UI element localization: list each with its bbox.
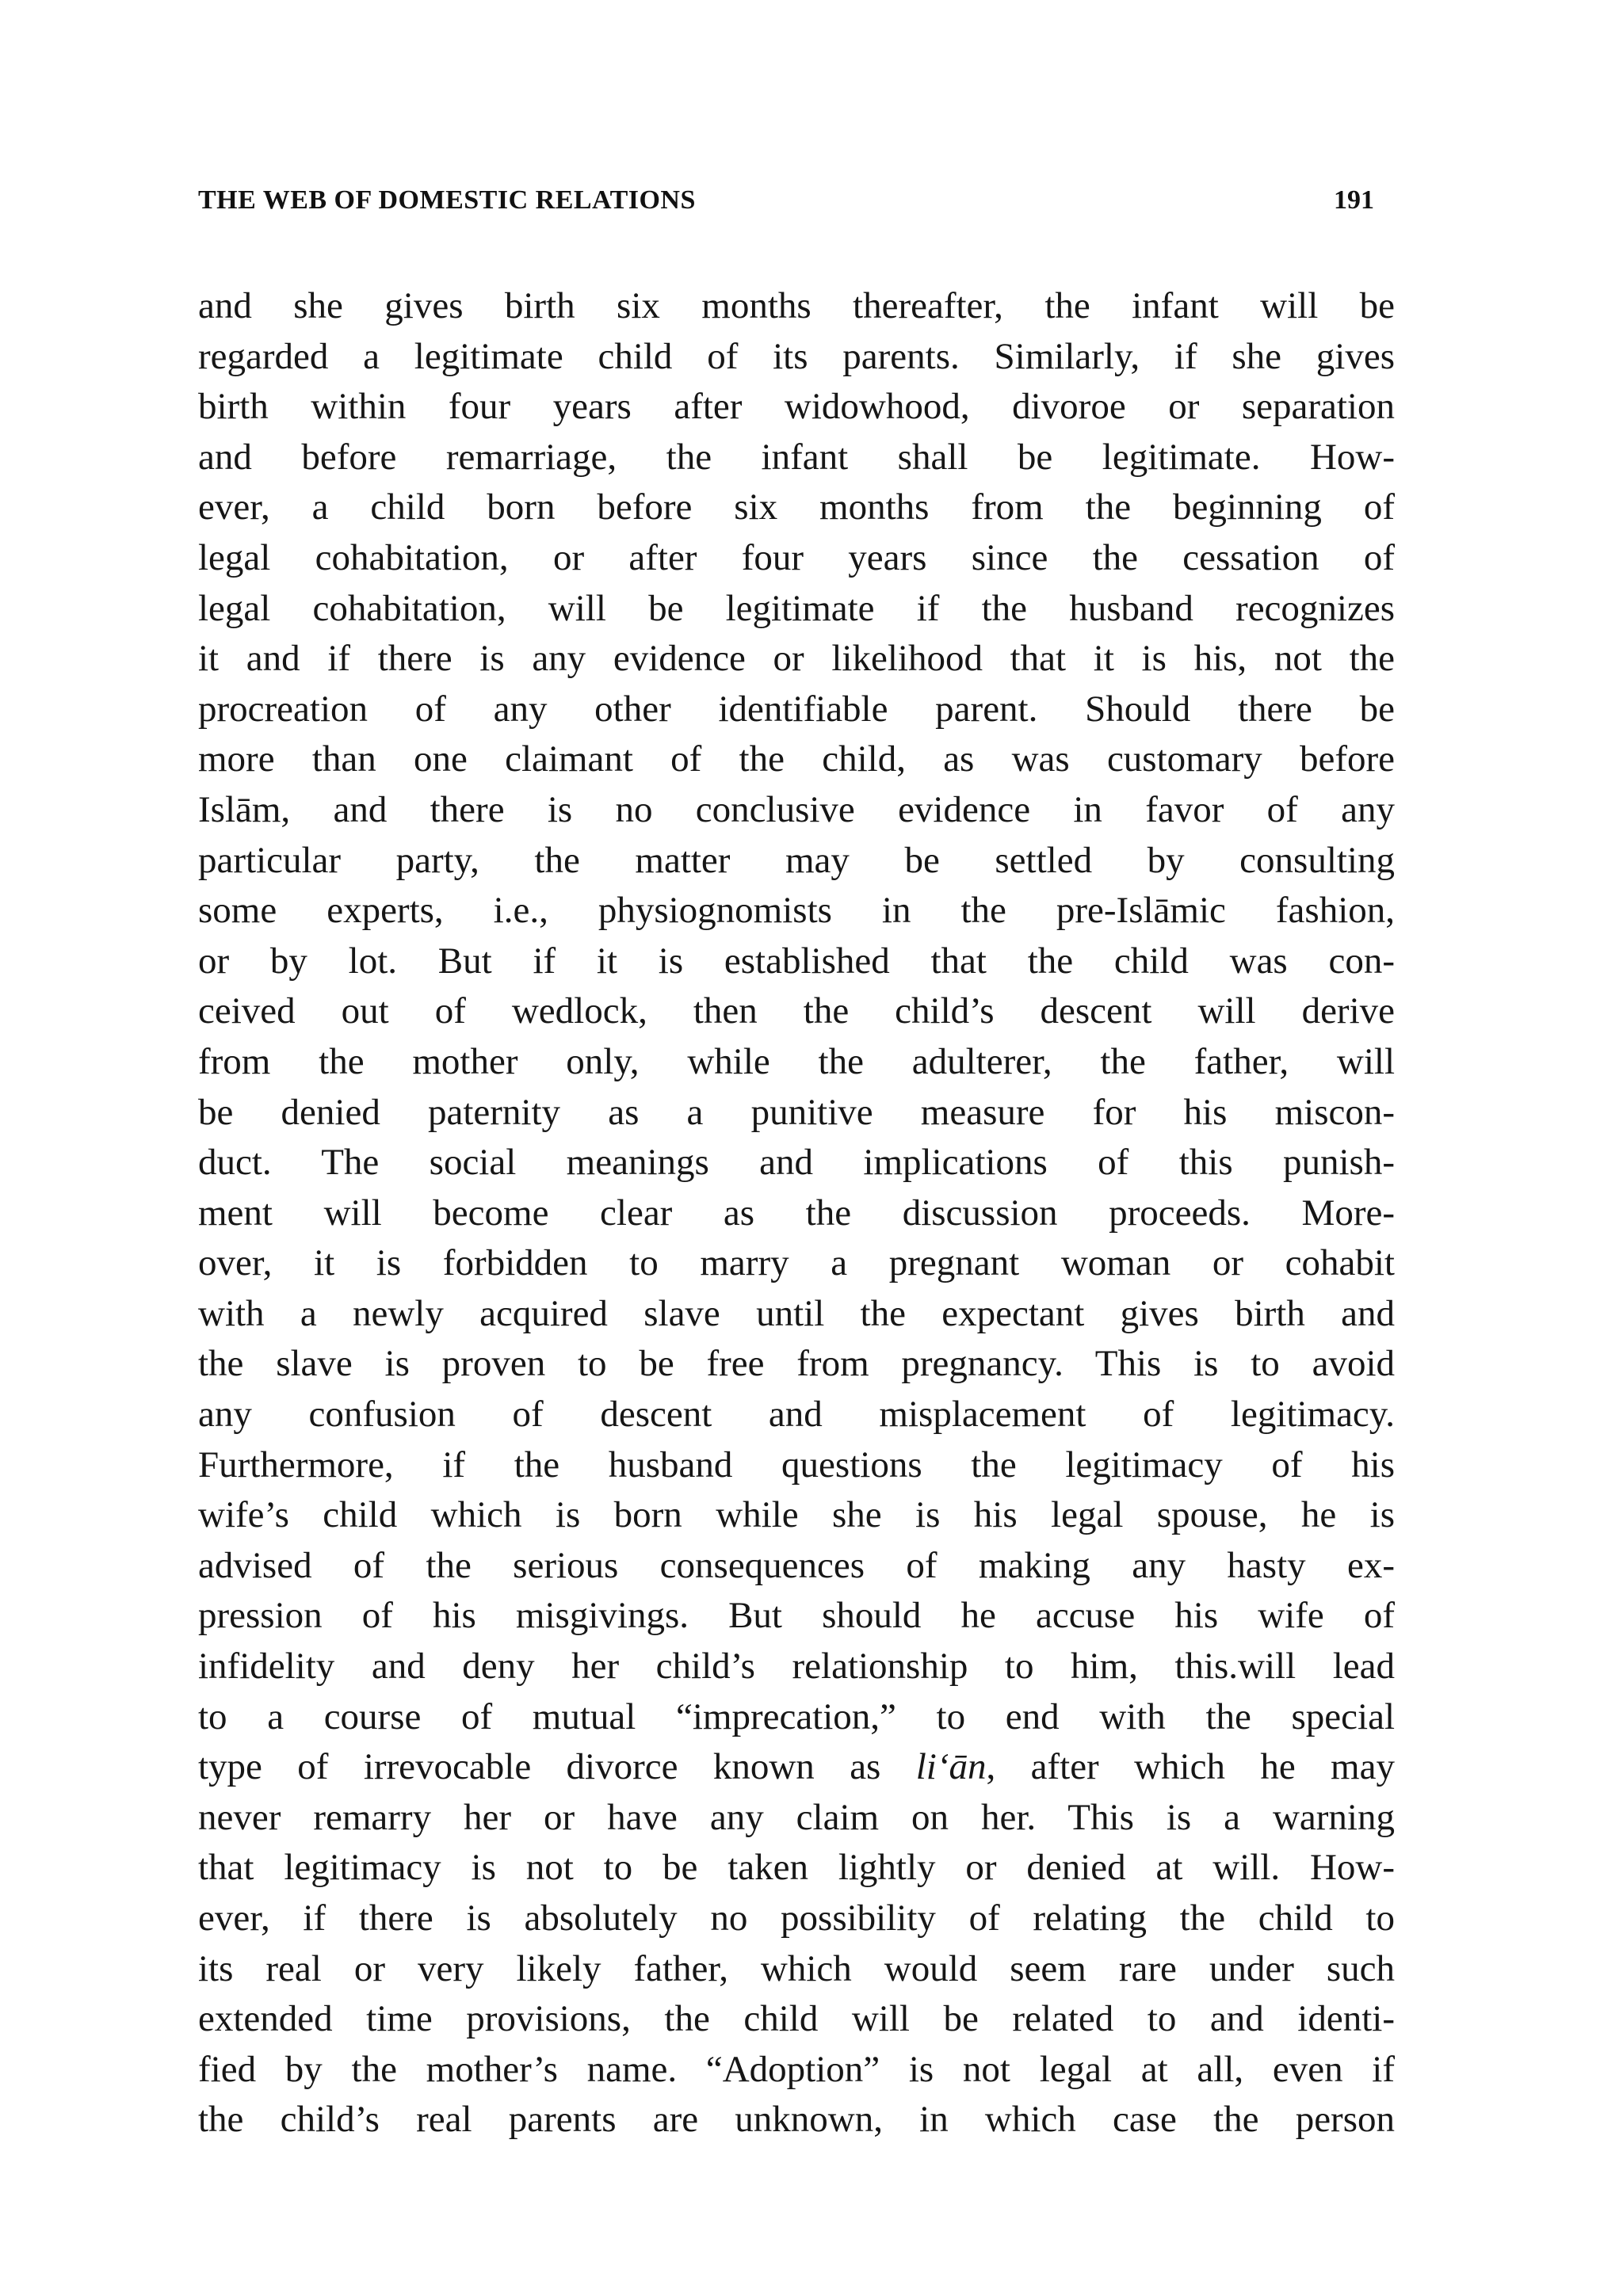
- body-text: [198, 281, 1395, 2145]
- text-line: particular party, the matter may be settled by consulting: [198, 839, 1395, 881]
- text-line-with-italic: [198, 1742, 1395, 1793]
- text-line: any confusion of descent and misplacement of legitimacy.: [198, 1394, 1395, 1436]
- text-line: be denied paternity as a punitive measure for his miscon-: [198, 1091, 1395, 1133]
- text-line: its real or very likely father, which would seem rare under such: [198, 1947, 1395, 1989]
- text-line: infidelity and deny her child’s relationship to him, this.will lead: [198, 1646, 1395, 1688]
- text-line: ever, if there is absolutely no possibility of relating the child to: [198, 1897, 1395, 1939]
- text-line: ever, a child born before six months from the beginning of: [198, 486, 1395, 528]
- text-line: the slave is proven to be free from pregnancy. This is to avoid: [198, 1343, 1395, 1385]
- text-line: Furthermore, if the husband questions the legitimacy of his: [198, 1444, 1395, 1486]
- text-line: and she gives birth six months thereafter, the infant will be: [198, 285, 1395, 326]
- text-line: pression of his misgivings. But should he accuse his wife of: [198, 1595, 1395, 1637]
- text-line: advised of the serious consequences of making any hasty ex-: [198, 1544, 1395, 1586]
- text-line: birth within four years after widowhood, divoroe or separation: [198, 386, 1395, 428]
- running-head-title: THE WEB OF DOMESTIC RELATIONS: [198, 185, 696, 215]
- text-line: Islām, and there is no conclusive evidence in favor of any: [198, 788, 1395, 830]
- text-line: procreation of any other identifiable parent. Should there be: [198, 688, 1395, 730]
- text-line: from the mother only, while the adulterer, the father, will: [198, 1040, 1395, 1082]
- text-line: or by lot. But if it is established that the child was con-: [198, 940, 1395, 982]
- text-line: it and if there is any evidence or likelihood that it is his, not the: [198, 638, 1395, 680]
- text-line: that legitimacy is not to be taken lightly or denied at will. How-: [198, 1847, 1395, 1889]
- text-line: legal cohabitation, will be legitimate if the husband recognizes: [198, 587, 1395, 629]
- text-line: fied by the mother’s name. “Adoption” is not legal at all, even if: [198, 2048, 1395, 2090]
- text-line: regarded a legitimate child of its parents. Similarly, if she gives: [198, 335, 1395, 377]
- text-line: ment will become clear as the discussion proceeds. More-: [198, 1192, 1395, 1234]
- text-line: some experts, i.e., physiognomists in the pre-Islāmic fashion,: [198, 890, 1395, 932]
- text-line: to a course of mutual “imprecation,” to end with the special: [198, 1695, 1395, 1737]
- text-line: the child’s real parents are unknown, in which case the person: [198, 2099, 1395, 2141]
- text-line: duct. The social meanings and implications of this punish-: [198, 1142, 1395, 1184]
- italic-term: li‘ān: [915, 1746, 987, 1788]
- text-segment: type of irrevocable divorce known as: [198, 1746, 916, 1788]
- text-line: extended time provisions, the child will be related to and identi-: [198, 1998, 1395, 2040]
- text-line: legal cohabitation, or after four years since the cessation of: [198, 536, 1395, 578]
- text-line: never remarry her or have any claim on her. This is a warning: [198, 1796, 1395, 1838]
- text-segment: , after which he may: [986, 1746, 1395, 1788]
- text-line: more than one claimant of the child, as was customary before: [198, 738, 1395, 780]
- text-line: and before remarriage, the infant shall be legitimate. How-: [198, 436, 1395, 478]
- text-line: wife’s child which is born while she is his legal spouse, he is: [198, 1494, 1395, 1536]
- text-line: ceived out of wedlock, then the child’s descent will derive: [198, 990, 1395, 1032]
- text-line: over, it is forbidden to marry a pregnant woman or cohabit: [198, 1242, 1395, 1284]
- text-line: with a newly acquired slave until the expectant gives birth and: [198, 1292, 1395, 1334]
- running-head: [198, 181, 1374, 220]
- page-number: 191: [1334, 185, 1374, 215]
